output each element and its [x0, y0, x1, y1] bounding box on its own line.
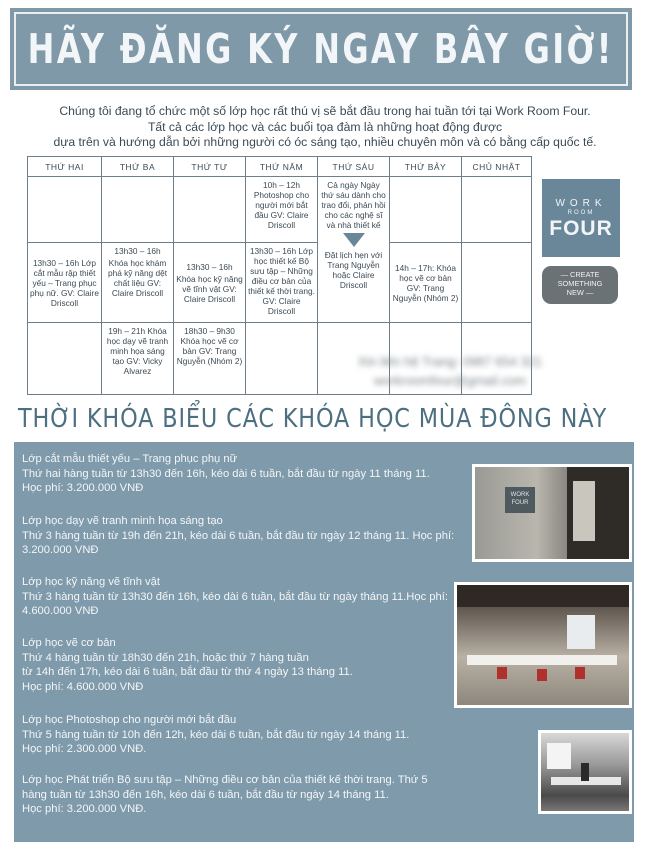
course-detail: Thứ 4 hàng tuần từ 18h30 đến 21h, hoặc thứ 7 hàng tuần: [22, 651, 309, 664]
schedule-cell-still-life: [174, 243, 246, 323]
schedule-row-morning: [28, 177, 532, 243]
course-item: [22, 575, 468, 619]
schedule-cell-collection: 13h30 – 16h Lớp học thiết kế Bộ sưu tập – Những điều cơ bản của thiết kế thời trang. GV: Claire Driscoll: [246, 243, 318, 323]
schedule-cell-basic-drawing-evening: 18h30 – 9h30 Khóa học vẽ cơ bản GV: Trang Nguyễn (Nhóm 2): [174, 323, 246, 395]
intro-line-2: Tất cả các lớp học và các buổi tọa đàm là những hoạt động được: [147, 119, 503, 134]
contact-info-blurred: [270, 352, 630, 396]
schedule-cell: [102, 177, 174, 243]
create-button-line-3: NEW —: [566, 288, 594, 297]
day-header: THỨ HAI: [28, 157, 102, 177]
logo-word-work: WORK: [555, 198, 607, 209]
banner-title: HÃY ĐĂNG KÝ NGAY BÂY GIỜ!: [27, 25, 615, 73]
day-header: THỨ NĂM: [246, 157, 318, 177]
intro-line-3: dựa trên và hướng dẫn bởi những người có óc sáng tạo, nhiều chuyên môn và có bằng cấp quốc tế.: [53, 135, 597, 149]
course-fee: Học phí: 3.200.000 VNĐ: [22, 482, 144, 494]
course-detail: Thứ 3 hàng tuần từ 19h đến 21h, kéo dài 6 tuần, bắt đầu từ ngày 12 tháng 11. Học phí: 3.200.000 VNĐ: [22, 529, 455, 556]
course-name: Lớp học Photoshop cho người mới bắt đầu: [22, 714, 237, 726]
schedule-cell: [28, 323, 102, 395]
red-chair: [537, 669, 547, 681]
course-detail: Thứ 3 hàng tuần từ 13h30 đến 16h, kéo dài 6 tuần, bắt đầu từ ngày tháng 11.Học phí: 4.600.000 VNĐ: [22, 590, 448, 617]
textile-course: Khóa học khám phá kỹ năng dệt chất liệu GV: Claire Driscoll: [107, 258, 168, 298]
course-item: [22, 514, 468, 558]
schedule-cell: [462, 177, 532, 243]
textile-time: 13h30 – 16h: [114, 246, 161, 256]
schedule-cell-textile: [102, 243, 174, 323]
window: [547, 743, 571, 769]
contact-email: workroomfour@gmail.com: [374, 373, 526, 388]
schedule-header-row: [28, 157, 532, 177]
still-life-course: Khóa học kỹ năng vẽ tĩnh vật GV: Claire Driscoll: [176, 273, 243, 304]
door-panel: [573, 481, 595, 541]
work-room-four-logo: [542, 179, 620, 257]
workshop-photo: [538, 730, 632, 814]
schedule-cell: [174, 177, 246, 243]
course-fee: Học phí: 3.200.000 VNĐ.: [22, 803, 147, 815]
schedule-cell-illustration: 19h – 21h Khóa học dạy vẽ tranh minh họa sáng tạo GV: Vicky Alvarez: [102, 323, 174, 395]
course-fee: Học phí: 4.600.000 VNĐ: [22, 680, 144, 693]
create-button-line-2: SOMETHING: [557, 279, 603, 288]
section-title: THỜI KHÓA BIỂU CÁC KHÓA HỌC MÙA ĐÔNG NÀY: [18, 404, 608, 434]
ceiling: [457, 585, 629, 607]
person: [581, 763, 589, 781]
course-name: Lớp học dạy vẽ tranh minh họa sáng tạo: [22, 515, 223, 527]
day-header: THỨ BA: [102, 157, 174, 177]
course-name: Lớp học kỹ năng vẽ tĩnh vật: [22, 576, 160, 588]
course-item: [22, 636, 468, 694]
friday-appointment: Đặt lịch hẹn với Trang Nguyễn hoặc Claire Driscoll: [324, 250, 383, 290]
red-chair: [575, 667, 585, 679]
contact-phone: Xin liên hệ Trang: 0987 654 321: [357, 354, 543, 369]
schedule-cell-photoshop: 10h – 12h Photoshop cho người mới bắt đầu GV: Claire Driscoll: [246, 177, 318, 243]
course-name: Lớp học Phát triển Bộ sưu tập – Những điều cơ bản của thiết kế thời trang. Thứ 5 hàng tuần từ 13h30 đến 16h, kéo dài 6 tuần, bắt đầu từ ngày 14 tháng 11.: [22, 774, 428, 801]
still-life-time: 13h30 – 16h: [186, 261, 233, 272]
intro-line-1: Chúng tôi đang tổ chức một số lớp học rất thú vị sẽ bắt đầu trong hai tuần tới tại Work Room Four.: [59, 104, 591, 118]
course-item: [22, 452, 468, 496]
create-button-line-1: — CREATE: [560, 270, 600, 279]
classroom-photo: [454, 582, 632, 708]
friday-note: Cả ngày Ngày thứ sáu dành cho trao đổi, phản hồi cho các nghệ sĩ và nhà thiết kế: [321, 180, 386, 230]
course-fee: Học phí: 2.300.000 VNĐ.: [22, 743, 147, 755]
door-sign: WORK FOUR: [505, 487, 535, 513]
course-name: Lớp học vẽ cơ bản: [22, 637, 116, 649]
course-detail: Thứ 5 hàng tuần từ 10h đến 12h, kéo dài 6 tuần, bắt đầu từ ngày 14 tháng 11.: [22, 728, 410, 741]
red-chair: [497, 667, 507, 679]
schedule-cell: [462, 243, 532, 323]
day-header: THỨ SÁU: [318, 157, 390, 177]
logo-word-four: FOUR: [549, 217, 613, 240]
window: [567, 615, 595, 649]
table: [467, 655, 617, 665]
course-detail: từ 14h đến 17h, kéo dài 6 tuần, bắt đầu từ thứ 4 ngày 13 tháng 11.: [22, 666, 353, 678]
logo-word-room: ROOM: [567, 210, 595, 216]
intro-text: [20, 104, 630, 151]
schedule-cell-basic-drawing: 14h – 17h: Khóa học vẽ cơ bản GV: Trang Nguyễn (Nhóm 2): [390, 243, 462, 323]
create-something-new-button[interactable]: [542, 266, 618, 304]
schedule-row-afternoon: [28, 243, 532, 323]
header-banner: [10, 8, 632, 90]
day-header: THỨ TƯ: [174, 157, 246, 177]
day-header: THỨ BẢY: [390, 157, 462, 177]
schedule-cell: [28, 177, 102, 243]
schedule-cell-friday: [318, 177, 390, 323]
arrow-down-icon: [343, 233, 365, 247]
course-name: Lớp cắt mẫu thiết yếu – Trang phục phụ nữ: [22, 453, 238, 465]
schedule-cell: [390, 177, 462, 243]
course-item: [22, 713, 468, 757]
studio-doorway-photo: [472, 464, 632, 562]
course-item: [22, 773, 432, 817]
schedule-cell-pattern-cutting: 13h30 – 16h Lớp cắt mẫu rập thiết yếu – Trang phục phụ nữ. GV: Claire Driscoll: [28, 243, 102, 323]
banner-frame: [14, 12, 628, 86]
course-detail: Thứ hai hàng tuần từ 13h30 đến 16h, kéo dài 6 tuần, bắt đầu từ ngày 11 tháng 11.: [22, 467, 430, 480]
day-header: CHỦ NHẬT: [462, 157, 532, 177]
